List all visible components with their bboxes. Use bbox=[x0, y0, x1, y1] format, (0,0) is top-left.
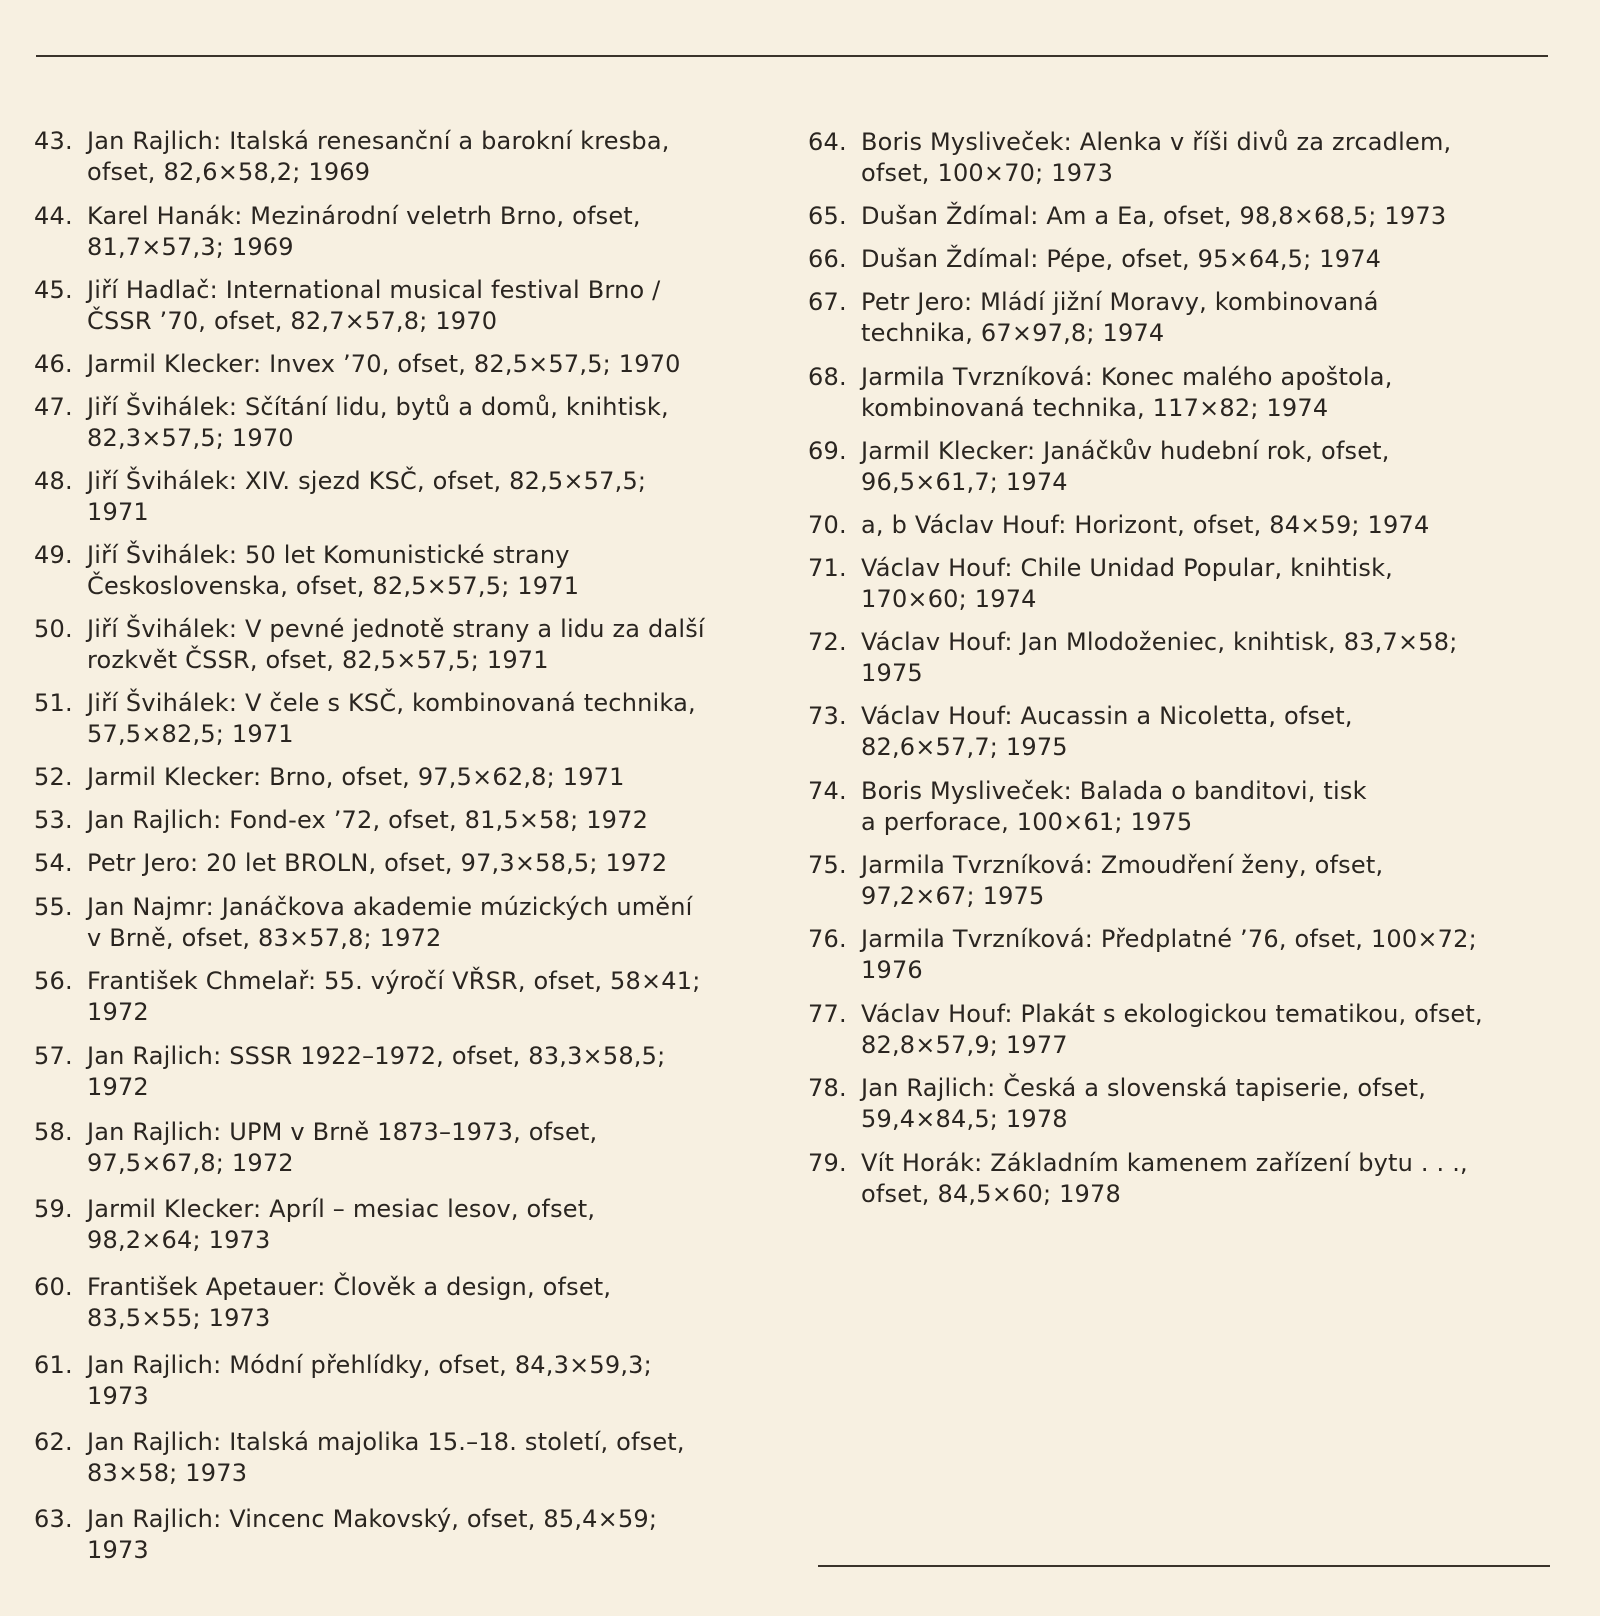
entry-text: Jarmil Klecker: Invex ’70, ofset, 82,5×57,5; 1970 bbox=[87, 350, 681, 378]
entry-number: 45. bbox=[34, 276, 73, 304]
list-item bbox=[34, 349, 794, 380]
entry-number: 58. bbox=[34, 1118, 73, 1146]
list-item bbox=[808, 244, 1568, 275]
list-item bbox=[808, 510, 1568, 541]
entry-text: a, b Václav Houf: Horizont, ofset, 84×59; 1974 bbox=[861, 511, 1430, 539]
list-item bbox=[808, 924, 1568, 986]
entry-number: 64. bbox=[808, 128, 847, 156]
entry-text: Jan Rajlich: Vincenc Makovský, ofset, 85,4×59; 1973 bbox=[87, 1505, 658, 1564]
entry-text: Jarmil Klecker: Brno, ofset, 97,5×62,8; 1971 bbox=[87, 763, 625, 791]
entry-text: Jiří Švihálek: Sčítání lidu, bytů a domů, knihtisk, 82,3×57,5; 1970 bbox=[87, 393, 669, 452]
list-item bbox=[808, 850, 1568, 912]
entry-number: 66. bbox=[808, 245, 847, 273]
entry-text: Jan Rajlich: Italská majolika 15.–18. století, ofset, 83×58; 1973 bbox=[87, 1428, 685, 1487]
entry-number: 46. bbox=[34, 350, 73, 378]
entry-number: 51. bbox=[34, 689, 73, 717]
entry-number: 50. bbox=[34, 615, 73, 643]
list-item bbox=[808, 1073, 1568, 1135]
entry-number: 62. bbox=[34, 1428, 73, 1456]
list-item bbox=[34, 1427, 794, 1489]
list-item bbox=[34, 1504, 794, 1566]
entry-text: Boris Mysliveček: Alenka v říši divů za zrcadlem, ofset, 100×70; 1973 bbox=[861, 128, 1452, 187]
list-item bbox=[34, 688, 794, 750]
entry-text: Jarmila Tvrzníková: Předplatné ’76, ofset, 100×72; 1976 bbox=[861, 925, 1477, 984]
list-item bbox=[808, 701, 1568, 763]
entry-number: 61. bbox=[34, 1351, 73, 1379]
list-item bbox=[34, 1350, 794, 1412]
list-item bbox=[808, 201, 1568, 232]
list-item bbox=[808, 362, 1568, 424]
entry-number: 72. bbox=[808, 628, 847, 656]
list-item bbox=[808, 1148, 1568, 1210]
entry-number: 75. bbox=[808, 851, 847, 879]
list-item bbox=[34, 614, 794, 676]
list-item bbox=[34, 275, 794, 337]
list-item bbox=[34, 392, 794, 454]
entry-text: Jan Rajlich: Česká a slovenská tapiserie, ofset, 59,4×84,5; 1978 bbox=[861, 1074, 1427, 1133]
list-item bbox=[34, 1272, 794, 1334]
list-item bbox=[34, 126, 794, 188]
entry-number: 77. bbox=[808, 1000, 847, 1028]
entry-number: 57. bbox=[34, 1042, 73, 1070]
entry-number: 55. bbox=[34, 893, 73, 921]
list-item bbox=[808, 627, 1568, 689]
list-item bbox=[808, 127, 1568, 189]
entry-number: 49. bbox=[34, 541, 73, 569]
list-item bbox=[808, 436, 1568, 498]
entry-number: 71. bbox=[808, 554, 847, 582]
list-item bbox=[34, 1041, 794, 1103]
entry-text: Karel Hanák: Mezinárodní veletrh Brno, ofset, 81,7×57,3; 1969 bbox=[87, 202, 641, 261]
entry-text: Jan Najmr: Janáčkova akademie múzických umění v Brně, ofset, 83×57,8; 1972 bbox=[87, 893, 693, 952]
entry-text: Jarmil Klecker: Apríl – mesiac lesov, ofset, 98,2×64; 1973 bbox=[87, 1195, 596, 1254]
entry-number: 43. bbox=[34, 127, 73, 155]
entry-text: Jiří Švihálek: V pevné jednotě strany a lidu za další rozkvět ČSSR, ofset, 82,5×57,5; 1971 bbox=[87, 615, 705, 674]
list-item bbox=[34, 201, 794, 263]
list-item bbox=[34, 1117, 794, 1179]
list-item bbox=[34, 966, 794, 1028]
list-item bbox=[34, 805, 794, 836]
list-item bbox=[808, 287, 1568, 349]
entry-text: Dušan Ždímal: Pépe, ofset, 95×64,5; 1974 bbox=[861, 245, 1382, 273]
entry-text: František Apetauer: Člověk a design, ofset, 83,5×55; 1973 bbox=[87, 1273, 612, 1332]
list-item bbox=[808, 776, 1568, 838]
entry-number: 79. bbox=[808, 1149, 847, 1177]
entry-text: Petr Jero: Mládí jižní Moravy, kombinovaná technika, 67×97,8; 1974 bbox=[861, 288, 1379, 347]
entry-number: 73. bbox=[808, 702, 847, 730]
entry-number: 56. bbox=[34, 967, 73, 995]
entry-number: 54. bbox=[34, 849, 73, 877]
entry-text: Jarmila Tvrzníková: Konec malého apoštola, kombinovaná technika, 117×82; 1974 bbox=[861, 363, 1393, 422]
entry-text: Vít Horák: Základním kamenem zařízení bytu . . ., ofset, 84,5×60; 1978 bbox=[861, 1149, 1468, 1208]
list-item bbox=[34, 848, 794, 879]
entry-number: 65. bbox=[808, 202, 847, 230]
list-item bbox=[34, 466, 794, 528]
entry-text: Jiří Hadlač: International musical festival Brno / ČSSR ’70, ofset, 82,7×57,8; 1970 bbox=[87, 276, 661, 335]
entry-text: Jiří Švihálek: 50 let Komunistické strany Československa, ofset, 82,5×57,5; 1971 bbox=[87, 541, 580, 600]
entry-number: 74. bbox=[808, 777, 847, 805]
entry-number: 70. bbox=[808, 511, 847, 539]
entry-number: 48. bbox=[34, 467, 73, 495]
entry-text: Václav Houf: Plakát s ekologickou tematikou, ofset, 82,8×57,9; 1977 bbox=[861, 1000, 1483, 1059]
entry-text: Jan Rajlich: Fond-ex ’72, ofset, 81,5×58; 1972 bbox=[87, 806, 649, 834]
entry-number: 59. bbox=[34, 1195, 73, 1223]
entry-text: Václav Houf: Aucassin a Nicoletta, ofset, 82,6×57,7; 1975 bbox=[861, 702, 1353, 761]
entry-number: 53. bbox=[34, 806, 73, 834]
list-item bbox=[808, 553, 1568, 615]
entry-text: Jiří Švihálek: XIV. sjezd KSČ, ofset, 82,5×57,5; 1971 bbox=[87, 467, 647, 526]
top-rule bbox=[36, 55, 1548, 57]
entry-text: Jan Rajlich: SSSR 1922–1972, ofset, 83,3×58,5; 1972 bbox=[87, 1042, 666, 1101]
entry-text: Jan Rajlich: UPM v Brně 1873–1973, ofset, 97,5×67,8; 1972 bbox=[87, 1118, 598, 1177]
list-item bbox=[34, 762, 794, 793]
bottom-rule bbox=[818, 1565, 1550, 1567]
entry-text: Jarmil Klecker: Janáčkův hudební rok, ofset, 96,5×61,7; 1974 bbox=[861, 437, 1390, 496]
entry-number: 67. bbox=[808, 288, 847, 316]
entry-text: František Chmelař: 55. výročí VŘSR, ofset, 58×41; 1972 bbox=[87, 967, 701, 1026]
entry-number: 60. bbox=[34, 1273, 73, 1301]
entry-text: Jarmila Tvrzníková: Zmoudření ženy, ofset, 97,2×67; 1975 bbox=[861, 851, 1384, 910]
entry-text: Václav Houf: Chile Unidad Popular, knihtisk, 170×60; 1974 bbox=[861, 554, 1394, 613]
entry-text: Jiří Švihálek: V čele s KSČ, kombinovaná technika, 57,5×82,5; 1971 bbox=[87, 689, 696, 748]
entry-number: 63. bbox=[34, 1505, 73, 1533]
entry-number: 76. bbox=[808, 925, 847, 953]
entry-number: 47. bbox=[34, 393, 73, 421]
entry-number: 69. bbox=[808, 437, 847, 465]
list-item bbox=[808, 999, 1568, 1061]
entry-text: Petr Jero: 20 let BROLN, ofset, 97,3×58,5; 1972 bbox=[87, 849, 668, 877]
list-item bbox=[34, 892, 794, 954]
entry-number: 78. bbox=[808, 1074, 847, 1102]
entry-number: 52. bbox=[34, 763, 73, 791]
entry-text: Boris Mysliveček: Balada o banditovi, tisk a perforace, 100×61; 1975 bbox=[861, 777, 1367, 836]
entry-text: Václav Houf: Jan Mlodoženiec, knihtisk, 83,7×58; 1975 bbox=[861, 628, 1458, 687]
entry-number: 68. bbox=[808, 363, 847, 391]
entry-number: 44. bbox=[34, 202, 73, 230]
entry-text: Dušan Ždímal: Am a Ea, ofset, 98,8×68,5; 1973 bbox=[861, 202, 1447, 230]
entry-text: Jan Rajlich: Italská renesanční a barokní kresba, ofset, 82,6×58,2; 1969 bbox=[87, 127, 670, 186]
list-item bbox=[34, 540, 794, 602]
entry-text: Jan Rajlich: Módní přehlídky, ofset, 84,3×59,3; 1973 bbox=[87, 1351, 652, 1410]
list-item bbox=[34, 1194, 794, 1256]
